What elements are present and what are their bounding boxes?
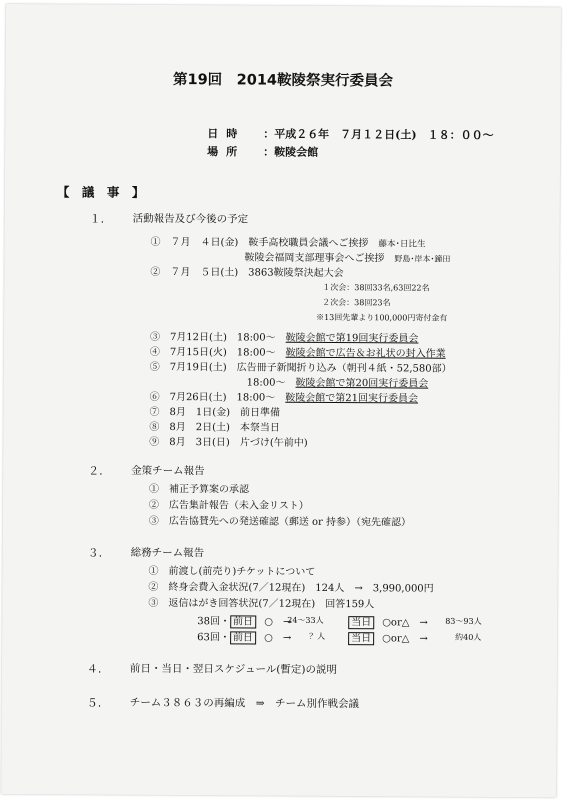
section-2-title: 金策チーム報告 (131, 464, 205, 478)
meeting-date (207, 125, 494, 143)
general-item-2: ② 終身会費入金状況(7／12現在) 124人 → 3,990,000円 (148, 581, 434, 595)
reply-63-day: 当日 (348, 629, 374, 644)
reply-row-63: 63回・ 前日 (197, 628, 256, 643)
date-label: 日時 (207, 127, 246, 141)
section-2-number: ２. (88, 464, 103, 478)
place-label: 場所 (207, 145, 246, 159)
schedule-row-9: ⑨ 8月 3日(日) 片づけ(午前中) (149, 436, 308, 449)
schedule-row-7: ⑦ 8月 1日(金) 前日準備 (149, 406, 281, 419)
date-value: ：平成２６年 ７月１２日(土) １８：００～ (263, 127, 494, 142)
kickoff-note-2: ２次会：38回23名 (322, 297, 391, 308)
schedule-row-2: ② ７月 ５日(土) 3863鞍陵祭決起大会 (150, 266, 344, 280)
reply-63-prev-mark: ○ → (264, 632, 292, 644)
reply-38-prev-count: 24～33人 (287, 615, 324, 625)
schedule-row-1b: 鞍陵会福岡支部理事会へご挨拶 野島･岸本･鐘田 (244, 252, 451, 265)
reply-38-prev-mark: ○ → (264, 616, 292, 628)
kickoff-note-1: １次会：38回33名,63回22名 (322, 282, 430, 293)
finance-item-1: ① 補正予算案の承認 (149, 483, 250, 496)
schedule-row-5: ⑤ 7月19日(土) 広告冊子新聞折り込み（朝刊４紙・52,580部） (149, 361, 452, 375)
reply-38-day: 当日 (348, 613, 374, 628)
schedule-row-6: ⑥ 7月26日(土) 18:00～ 鞍陵会館で第21回実行委員会 (149, 391, 419, 405)
schedule-row-1: ① ７月 ４日(金) 鞍手高校職員会議へご挨拶 藤本･日比生 (150, 236, 426, 250)
reply-row-38: 38回・ 前日 (197, 612, 256, 627)
finance-item-3: ③ 広告協賛先への発送確認（郵送 or 持参）（宛先確認） (148, 515, 412, 529)
general-item-3: ③ 返信はがき回答状況(7／12現在) 回答159人 (148, 597, 375, 611)
kickoff-note-3: ※13回先輩より100,000円寄付金有 (316, 312, 448, 323)
schedule-row-5b: 18:00～ 鞍陵会館で第20回実行委員会 (246, 377, 429, 390)
section-1-title: 活動報告及び今後の予定 (132, 212, 249, 226)
schedule-row-4: ④ 7月15日(火) 18:00～ 鞍陵会館で広告＆お礼状の封入作業 (149, 346, 446, 360)
section-5-number: ５. (86, 696, 102, 710)
section-5-title: チーム３８６３の再編成 ⇒ チーム別作戦会議 (129, 696, 360, 711)
general-item-1: ① 前渡し(前売り)チケットについて (148, 565, 316, 578)
section-4-title: 前日・当日・翌日スケジュール(暫定)の説明 (129, 662, 338, 677)
schedule-row-8: ⑧ 8月 2日(土) 本祭当日 (149, 421, 280, 434)
section-3-number: ３. (87, 546, 103, 560)
document-title: 第19回 2014鞍陵祭実行委員会 (172, 72, 394, 90)
finance-item-2: ② 広告集計報告（未入金リスト） (148, 499, 309, 512)
document-page (1, 4, 561, 797)
reply-63-day-mark: ○or△ → (382, 633, 428, 645)
reply-63-prev-count: ？人 (309, 631, 326, 641)
schedule-row-3: ③ 7月12日(土) 18:00～ 鞍陵会館で第19回実行委員会 (149, 331, 419, 345)
section-1-number: １. (89, 212, 105, 226)
reply-38-day-mark: ○or△ → (382, 617, 428, 629)
reply-38-day-count: 83～93人 (445, 616, 482, 626)
reply-63-day-count: 約40人 (455, 632, 482, 642)
agenda-heading: 【 議 事 】 (56, 184, 145, 200)
section-4-number: ４. (86, 662, 102, 676)
place-value: ：鞍陵会館 (263, 145, 319, 159)
section-3-title: 総務チーム報告 (130, 546, 205, 560)
meeting-place (207, 143, 318, 160)
